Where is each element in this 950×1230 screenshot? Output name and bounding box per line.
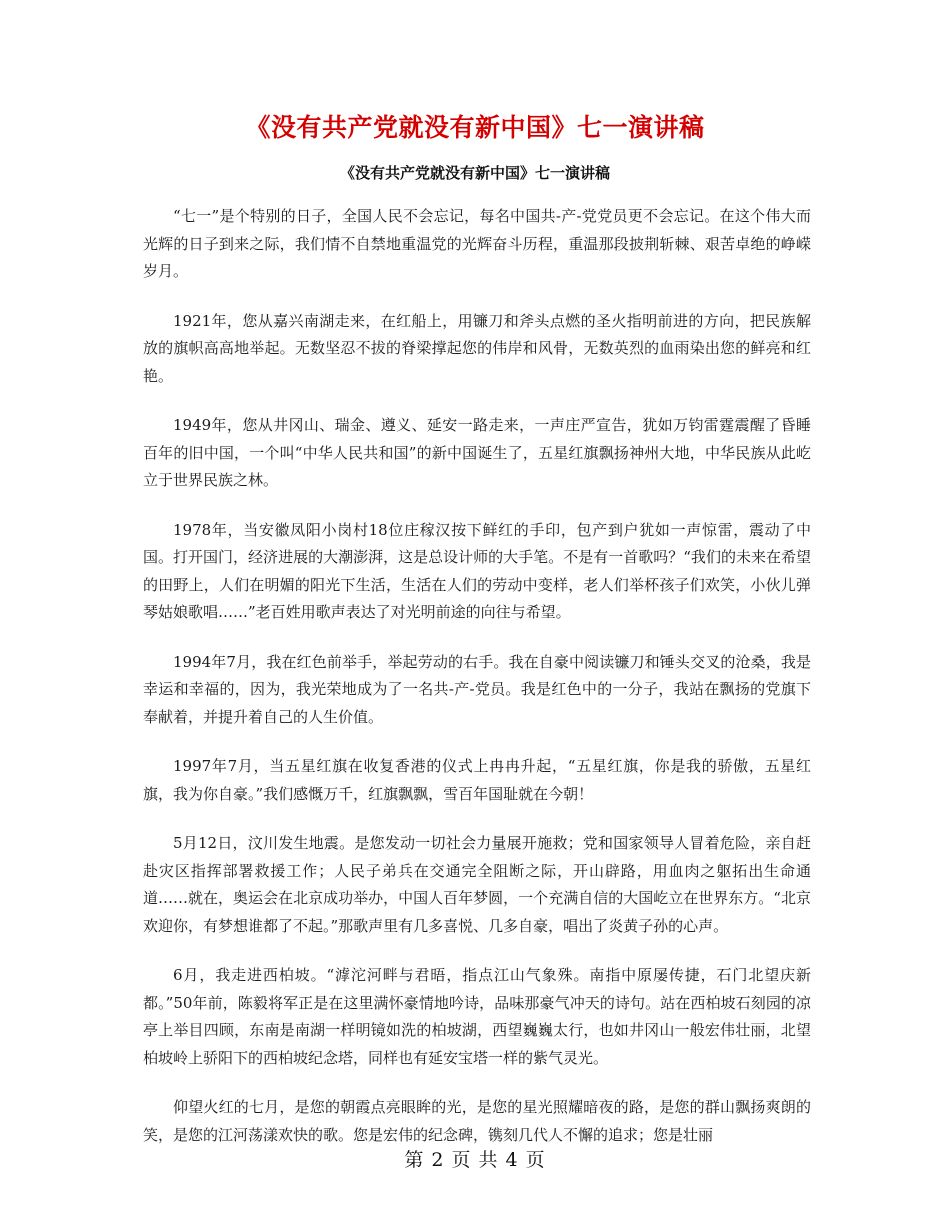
document-title: 《没有共产党就没有新中国》七一演讲稿 [245, 113, 705, 142]
document-body [143, 203, 811, 1171]
paragraph: 1921年，您从嘉兴南湖走来，在红船上，用镰刀和斧头点燃的圣火指明前进的方向，把民族解放的旗帜高高地举起。无数坚忍不拔的脊梁撑起您的伟岸和风骨，无数英烈的血雨染出您的鲜亮和红艳。 [143, 311, 811, 385]
paragraph: 1978年，当安徽凤阳小岗村18位庄稼汉按下鲜红的手印，包产到户犹如一声惊雷，震动了中国。打开国门，经济进展的大潮澎湃，这是总设计师的大手笔。不是有一首歌吗？“我们的未来在希望的田野上，人们在明媚的阳光下生活，生活在人们的劳动中变样，老人们举杯孩子们欢笑，小伙儿弹琴姑娘歌唱……”老百姓用歌声表达了对光明前途的向往与希望。 [143, 520, 811, 621]
document-subtitle: 《没有共产党就没有新中国》七一演讲稿 [339, 164, 610, 182]
paragraph: “七一”是个特别的日子，全国人民不会忘记，每名中国共-产-党党员更不会忘记。在这个伟大而光辉的日子到来之际，我们情不自禁地重温党的光辉奋斗历程，重温那段披荆斩棘、艰苦卓绝的峥嵘岁月。 [143, 207, 811, 280]
paragraph: 仰望火红的七月，是您的朝霞点亮眼眸的光，是您的星光照耀暗夜的路，是您的群山飘扬爽朗的笑，是您的江河荡漾欢快的歌。您是宏伟的纪念碑，镌刻几代人不懈的追求；您是壮丽 [143, 1098, 811, 1144]
paragraph: 1994年7月，我在红色前举手，举起劳动的右手。我在自豪中阅读镰刀和锤头交叉的沧桑，我是幸运和幸福的，因为，我光荣地成为了一名共-产-党员。我是红色中的一分子，我站在飘扬的党旗下奉献着，并提升着自己的人生价值。 [143, 652, 811, 726]
paragraph: 1949年，您从井冈山、瑞金、遵义、延安一路走来，一声庄严宣告，犹如万钧雷霆震醒了昏睡百年的旧中国，一个叫“中华人民共和国”的新中国诞生了，五星红旗飘扬神州大地，中华民族从此屹立于世界民族之林。 [143, 416, 811, 489]
paragraph: 5月12日，汶川发生地震。是您发动一切社会力量展开施救；党和国家领导人冒着危险，亲自赶赴灾区指挥部署救援工作；人民子弟兵在交通完全阻断之际，开山辟路，用血肉之躯拓出生命通道……就在，奥运会在北京成功举办，中国人百年梦圆，一个充满自信的大国屹立在世界东方。“北京欢迎你，有梦想谁都了不起。”那歌声里有几多喜悦、几多自豪，唱出了炎黄子孙的心声。 [143, 834, 811, 935]
paragraph: 6月，我走进西柏坡。“滹沱河畔与君晤，指点江山气象殊。南指中原屡传捷，石门北望庆新都。”50年前，陈毅将军正是在这里满怀豪情地吟诗，品味那豪气冲天的诗句。站在西柏坡石刻园的凉亭上举目四顾，东南是南湖一样明镜如洗的柏坡湖，西望巍巍太行，也如井冈山一般宏伟壮丽，北望柏坡岭上骄阳下的西柏坡纪念塔，同样也有延安宝塔一样的紫气灵光。 [143, 966, 811, 1067]
paragraph: 1997年7月，当五星红旗在收复香港的仪式上冉冉升起，“五星红旗，你是我的骄傲，五星红旗，我为你自豪。”我们感慨万千，红旗飘飘，雪百年国耻就在今朝！ [143, 757, 811, 803]
page-number-footer: 第 2 页 共 4 页 [404, 1149, 546, 1171]
